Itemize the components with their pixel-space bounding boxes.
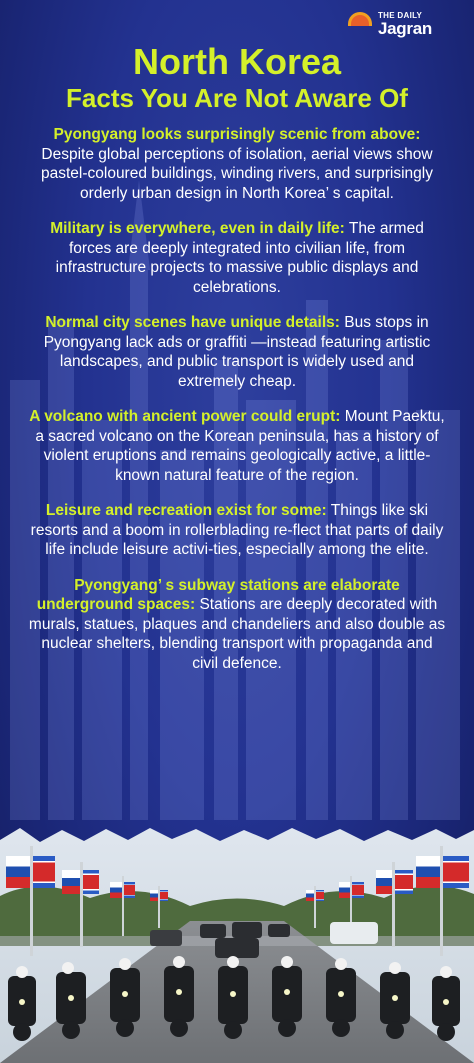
fact-body: Stations are deeply decorated with murals, statues, plaques and chandeliers and also double as nuclear shelters, blending transport with propaganda and civil defence.: [28, 596, 446, 672]
fact-heading: Leisure and recreation exist for some:: [45, 502, 327, 519]
fact-item: [28, 313, 446, 391]
page-subtitle: Facts You Are Not Aware Of: [66, 83, 408, 113]
facts-list: [28, 125, 446, 689]
fact-item: [28, 407, 446, 485]
fact-body: Despite global perceptions of isolation, aerial views show pastel-coloured buildings, winding rivers, and surprisingly orderly urban design in North Korea’ s capital.: [40, 145, 433, 202]
logo-small-text: THE DAILY: [378, 11, 423, 20]
fact-item: [28, 501, 446, 560]
fact-item: [28, 125, 446, 203]
fact-body: Bus stops in Pyongyang lack ads or graffiti —instead featuring artistic landscapes, and public transport is widely used and extremely cheap.: [43, 314, 431, 390]
fact-heading: Normal city scenes have unique details:: [45, 314, 340, 331]
fact-heading: Military is everywhere, even in daily life:: [50, 220, 345, 237]
page-title: North Korea: [132, 41, 342, 82]
fact-heading: Pyongyang looks surprisingly scenic from above:: [53, 126, 421, 143]
fact-heading: Pyongyang’ s subway stations are elaborate underground spaces:: [36, 576, 400, 613]
fact-body: The armed forces are deeply integrated into civilian life, from infrastructure projects to massive public displays and celebrations.: [55, 220, 424, 296]
fact-heading: A volcano with ancient power could erupt:: [29, 408, 341, 425]
logo-big-text: Jagran: [378, 19, 432, 38]
fact-body: Things like ski resorts and a boom in rollerblading re-flect that parts of daily life include leisure activi-ties, especially among the elite.: [30, 502, 444, 558]
sun-logo-icon: [348, 12, 372, 26]
fact-body: Mount Paektu, a sacred volcano on the Korean peninsula, has a history of violent eruptions and remains geologically active, a little-known natural feature of the region.: [35, 408, 445, 484]
fact-item: [28, 219, 446, 297]
fact-item: [28, 576, 446, 674]
motorcade-photo: [0, 826, 474, 1063]
